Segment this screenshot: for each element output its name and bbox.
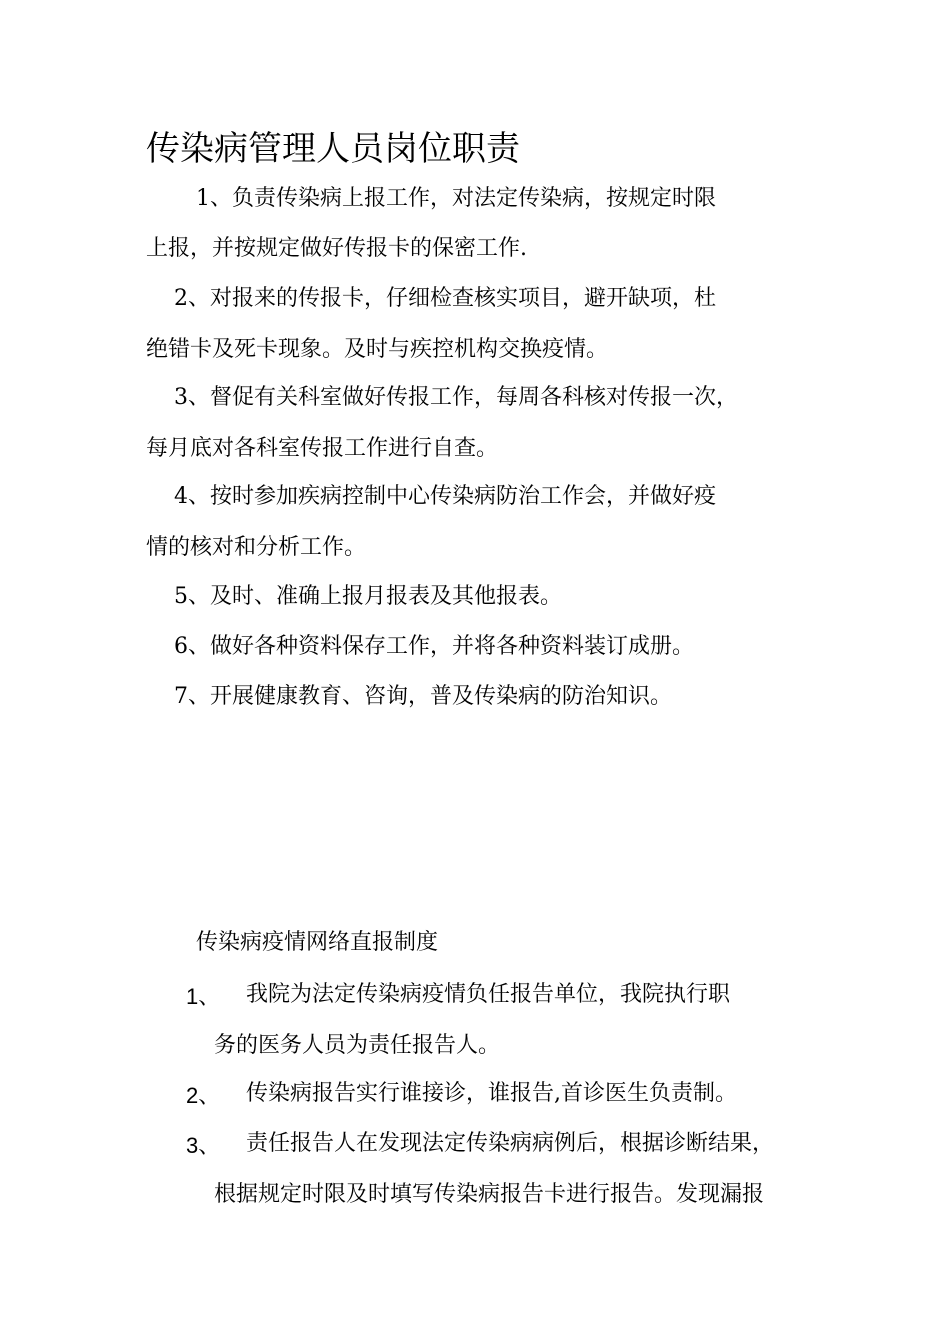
duty-item-2-line-2: 绝错卡及死卡现象。及时与疾控机构交换疫情。 [146,337,609,362]
duty-item-6: 6、做好各种资料保存工作，并将各种资料装订成册。 [174,634,694,659]
page-title: 传染病管理人员岗位职责 [146,129,520,169]
duty-item-7: 7、开展健康教育、咨询，普及传染病的防治知识。 [174,684,672,709]
rule-item-2-line-1: 传染病报告实行谁接诊，谁报告,首诊医生负责制。 [246,1081,737,1106]
rule-number-2: 2、 [186,1083,221,1108]
rule-item-3-line-2: 根据规定时限及时填写传染病报告卡进行报告。发现漏报 [214,1182,765,1207]
section-heading: 传染病疫情网络直报制度 [196,930,439,955]
duty-item-4-line-2: 情的核对和分析工作。 [146,535,367,560]
duty-item-2-line-1: 2、对报来的传报卡，仔细检查核实项目，避开缺项，杜 [174,286,716,311]
duty-item-3-line-2: 每月底对各科室传报工作进行自查。 [146,436,499,461]
rule-number-1: 1、 [186,984,221,1009]
rule-item-3-line-1: 责任报告人在发现法定传染病病例后，根据诊断结果， [246,1131,775,1156]
duty-item-1-line-1: 1、负责传染病上报工作，对法定传染病，按规定时限 [196,186,716,211]
duty-item-4-line-1: 4、按时参加疾病控制中心传染病防治工作会，并做好疫 [174,484,716,509]
rule-number-3: 3、 [186,1133,221,1158]
duty-item-1-line-2: 上报，并按规定做好传报卡的保密工作. [146,236,527,261]
duty-item-5: 5、及时、准确上报月报表及其他报表。 [174,584,562,609]
duty-item-3-line-1: 3、督促有关科室做好传报工作，每周各科核对传报一次， [174,385,738,410]
rule-item-1-line-2: 务的医务人员为责任报告人。 [214,1033,501,1058]
rule-item-1-line-1: 我院为法定传染病疫情负任报告单位，我院执行职 [246,982,731,1007]
